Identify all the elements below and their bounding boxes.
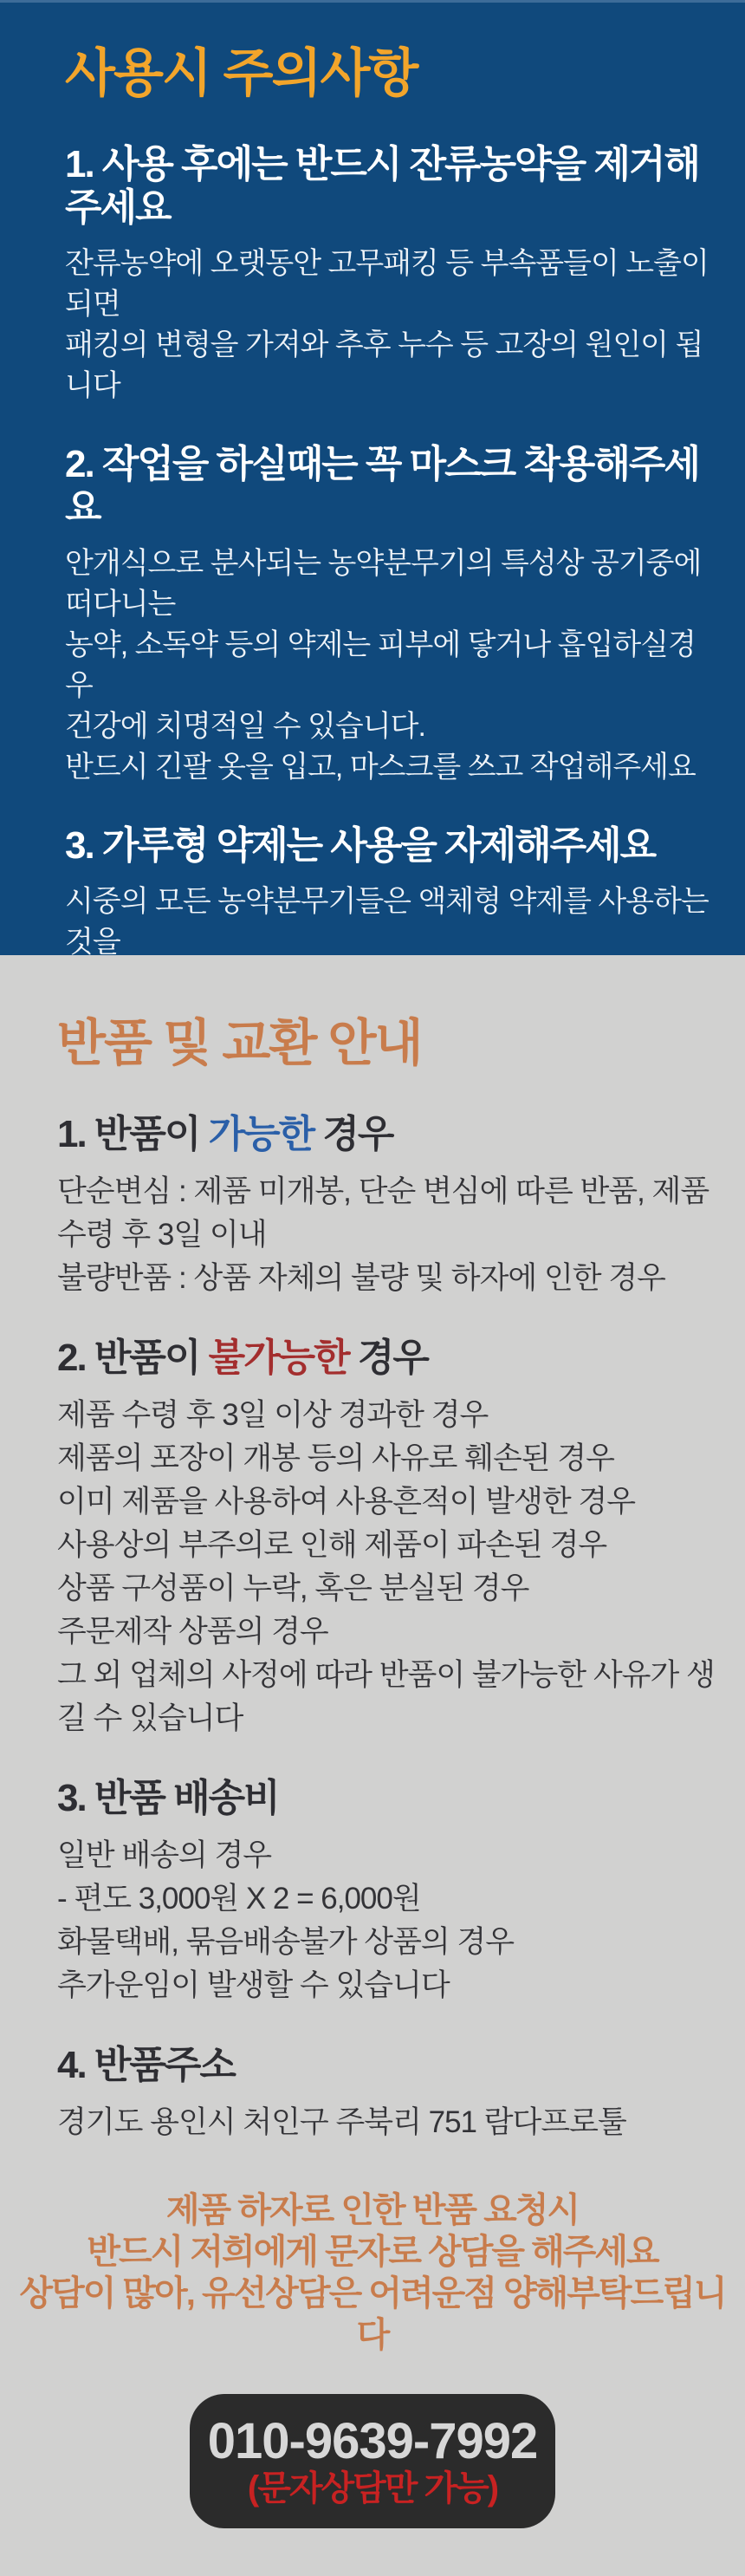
body-line: 건강에 치명적일 수 있습니다. xyxy=(65,710,425,743)
body-line: 이미 제품을 사용하여 사용흔적이 발생한 경우 xyxy=(57,1485,636,1519)
heading-text: 2. 반품이 xyxy=(57,1337,209,1379)
body-line: 사용상의 부주의로 인해 제품이 파손된 경우 xyxy=(57,1528,607,1562)
usage-section-title: 사용시 주의사항 xyxy=(65,44,418,102)
usage-heading-3: 3. 가루형 약제는 사용을 자제해주세요 xyxy=(65,824,656,867)
body-line: 추가운임이 발생할 수 있습니다 xyxy=(57,1968,450,2002)
usage-heading-1: 1. 사용 후에는 반드시 잔류농약을 제거해주세요 xyxy=(65,143,699,229)
phone-sub-label: (문자상담만 가능) xyxy=(247,2469,498,2508)
heading-accent-impossible: 불가능한 xyxy=(208,1337,349,1379)
heading-text: 경우 xyxy=(348,1337,428,1379)
body-line: 반드시 긴팔 옷을 입고, 마스크를 쓰고 작업해주세요 xyxy=(65,751,696,784)
body-line: 화물택배, 묶음배송불가 상품의 경우 xyxy=(57,1925,515,1959)
returns-exchange-section xyxy=(0,955,745,2576)
contact-notice xyxy=(0,2189,745,2356)
body-line: 일반 배송의 경우 xyxy=(57,1838,272,1872)
usage-body-2 xyxy=(65,543,719,788)
contact-notice-line: 제품 하자로 인한 반품 요청시 xyxy=(165,2191,580,2229)
body-line: 불량반품 : 상품 자체의 불량 및 하자에 인한 경우 xyxy=(57,1261,665,1295)
returns-possible-body xyxy=(57,1170,723,1300)
body-line: 패킹의 변형을 가져와 추후 누수 등 고장의 원인이 됩니다 xyxy=(65,329,703,402)
body-line: 상품 구성품이 누락, 혹은 분실된 경우 xyxy=(57,1571,529,1605)
body-line: 주문제작 상품의 경우 xyxy=(57,1615,328,1649)
returns-address-body xyxy=(57,2101,723,2144)
heading-text: 경우 xyxy=(314,1113,393,1155)
heading-text: 1. 반품이 xyxy=(57,1113,209,1155)
returns-shipping-fee-body xyxy=(57,1834,723,2007)
returns-heading-shipping-fee: 3. 반품 배송비 xyxy=(57,1777,279,1819)
usage-warning-section xyxy=(0,0,745,955)
returns-content xyxy=(0,1011,745,2144)
body-line: 단순변심 : 제품 미개봉, 단순 변심에 따른 반품, 제품 수령 후 3일 이내 xyxy=(57,1174,709,1252)
body-line: 농약, 소독약 등의 약제는 피부에 닿거나 흡입하실경우 xyxy=(65,628,696,702)
usage-body-1 xyxy=(65,244,719,407)
heading-accent-possible: 가능한 xyxy=(208,1113,314,1155)
contact-notice-line: 상담이 많아, 유선상담은 어려운점 양해부탁드립니다 xyxy=(19,2274,726,2354)
returns-section-title: 반품 및 교환 안내 xyxy=(57,1015,422,1071)
body-line: 제품의 포장이 개봉 등의 사유로 훼손된 경우 xyxy=(57,1441,614,1475)
phone-contact-button[interactable] xyxy=(190,2394,555,2528)
returns-heading-address: 4. 반품주소 xyxy=(57,2044,235,2086)
returns-impossible-body xyxy=(57,1394,723,1740)
body-line: 시중의 모든 농약분무기들은 액체형 약제를 사용하는 것을 xyxy=(65,885,709,955)
usage-body-3 xyxy=(65,881,719,955)
phone-number: 010-9639-7992 xyxy=(207,2412,538,2469)
body-line: 그 외 업체의 사정에 따라 반품이 불가능한 사유가 생길 수 있습니다 xyxy=(57,1658,715,1735)
contact-notice-line: 반드시 저희에게 문자로 상담을 해주세요 xyxy=(87,2233,658,2271)
returns-heading-possible xyxy=(57,1111,723,1158)
usage-heading-2: 2. 작업을 하실때는 꼭 마스크 착용해주세요 xyxy=(65,443,699,529)
body-line: - 편도 3,000원 X 2 = 6,000원 xyxy=(57,1882,421,1916)
returns-heading-impossible xyxy=(57,1335,723,1382)
body-line: 잔류농약에 오랫동안 고무패킹 등 부속품들이 노출이 되면 xyxy=(65,247,709,321)
body-line: 제품 수령 후 3일 이상 경과한 경우 xyxy=(57,1398,489,1432)
body-line: 안개식으로 분사되는 농약분무기의 특성상 공기중에 떠다니는 xyxy=(65,547,702,621)
return-address-line: 경기도 용인시 처인구 주북리 751 람다프로툴 xyxy=(57,2105,626,2139)
